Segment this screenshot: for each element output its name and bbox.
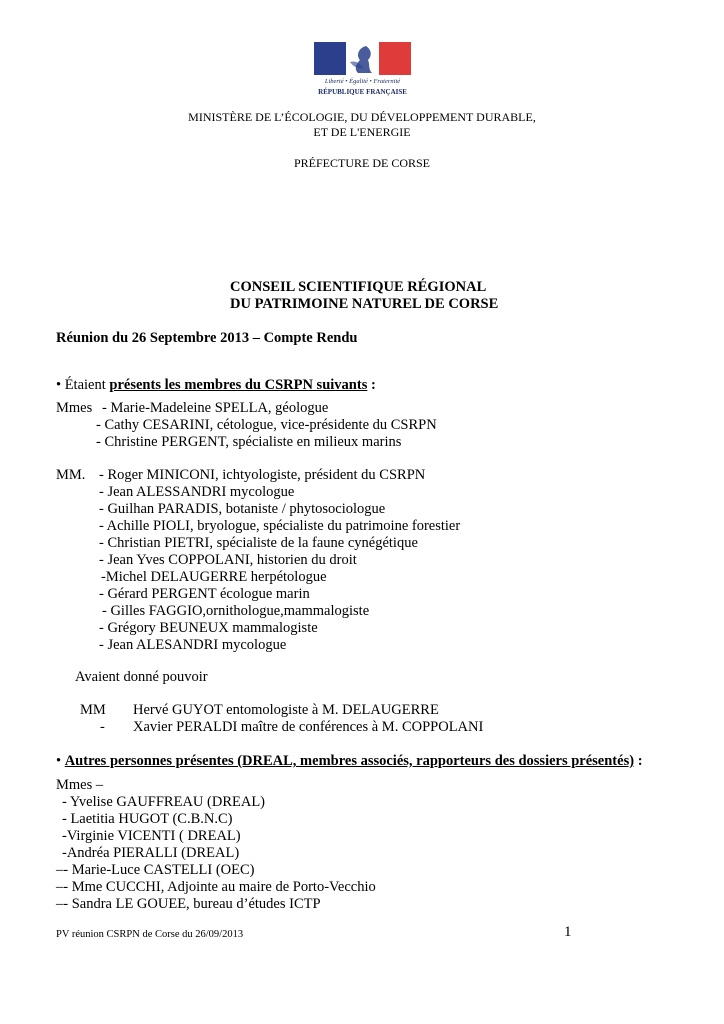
list-item: - Jean ALESANDRI mycologue — [99, 637, 287, 653]
mmes-label: Mmes — [56, 400, 93, 416]
mmes-list — [96, 400, 437, 451]
present-heading-text: présents les membres du CSRPN suivants — [109, 377, 368, 393]
prefecture: PRÉFECTURE DE CORSE — [293, 156, 431, 170]
flag-red-band — [379, 42, 411, 75]
list-item: - Roger MINICONI, ichtyologiste, président du CSRPN — [99, 467, 426, 483]
page-number: 1 — [564, 924, 572, 940]
list-item: - Marie-Madeleine SPELLA, géologue — [102, 400, 329, 416]
list-item: –- Mme CUCCHI, Adjointe au maire de Porto-Vecchio — [56, 879, 376, 895]
others-list — [56, 794, 376, 913]
proxy-line-2: Xavier PERALDI maître de conférences à M. COPPOLANI — [133, 719, 484, 735]
ministry-line-2: ET DE L'ENERGIE — [313, 125, 411, 139]
list-item: - Christine PERGENT, spécialiste en milieux marins — [96, 434, 402, 450]
marianne-profile-icon — [346, 42, 379, 75]
ministry-line-1: MINISTÈRE DE L’ÉCOLOGIE, DU DÉVELOPPEMENT DURABLE, — [188, 110, 536, 124]
logo-motto: Liberté • Égalité • Fraternité — [324, 78, 401, 85]
list-item: -Andréa PIERALLI (DREAL) — [62, 845, 240, 861]
others-heading — [56, 753, 643, 770]
footer-text: PV réunion CSRPN de Corse du 26/09/2013 — [56, 929, 244, 940]
title-line-2: DU PATRIMOINE NATUREL DE CORSE — [230, 296, 499, 312]
present-colon: : — [367, 377, 376, 393]
proxy-dash: - — [100, 719, 105, 735]
list-item: –- Marie-Luce CASTELLI (OEC) — [56, 862, 255, 878]
list-item: - Gilles FAGGIO,ornithologue,mammalogiste — [102, 603, 370, 619]
list-item: - Jean ALESSANDRI mycologue — [99, 484, 295, 500]
list-item: - Christian PIETRI, spécialiste de la faune cynégétique — [99, 535, 418, 551]
others-heading-text: Autres personnes présentes (DREAL, membres associés, rapporteurs des dossiers présentés) — [64, 753, 635, 769]
present-bullet: • Étaient — [56, 377, 106, 393]
list-item: - Guilhan PARADIS, botaniste / phytosociologue — [99, 501, 386, 517]
list-item: - Grégory BEUNEUX mammalogiste — [99, 620, 318, 636]
mm-label: MM. — [56, 467, 86, 483]
others-bullet: • — [56, 753, 65, 769]
list-item: -Virginie VICENTI ( DREAL) — [62, 828, 241, 844]
list-item: - Jean Yves COPPOLANI, historien du droit — [99, 552, 357, 568]
list-item: - Cathy CESARINI, cétologue, vice-présidente du CSRPN — [96, 417, 437, 433]
others-mmes-label: Mmes – — [56, 777, 104, 793]
proxy-line-1: Hervé GUYOT entomologiste à M. DELAUGERRE — [133, 702, 439, 718]
list-item: - Gérard PERGENT écologue marin — [99, 586, 310, 602]
list-item: - Laetitia HUGOT (C.B.N.C) — [62, 811, 233, 827]
proxies-heading: Avaient donné pouvoir — [75, 669, 208, 685]
proxies-label: MM — [80, 702, 106, 718]
others-colon: : — [634, 753, 643, 769]
logo-republic-name: RÉPUBLIQUE FRANÇAISE — [318, 88, 407, 96]
list-item: - Yvelise GAUFFREAU (DREAL) — [62, 794, 266, 810]
mm-list — [99, 467, 460, 654]
title-line-1: CONSEIL SCIENTIFIQUE RÉGIONAL — [230, 279, 487, 295]
list-item: -Michel DELAUGERRE herpétologue — [101, 569, 327, 585]
list-item: - Achille PIOLI, bryologue, spécialiste du patrimoine forestier — [99, 518, 461, 534]
flag-white-band — [346, 42, 379, 75]
list-item: –- Sandra LE GOUEE, bureau d’études ICTP — [56, 896, 321, 912]
flag-blue-band — [314, 42, 346, 75]
present-heading — [56, 377, 376, 394]
meeting-title: Réunion du 26 Septembre 2013 – Compte Rendu — [56, 330, 358, 346]
republique-francaise-logo — [314, 42, 411, 100]
